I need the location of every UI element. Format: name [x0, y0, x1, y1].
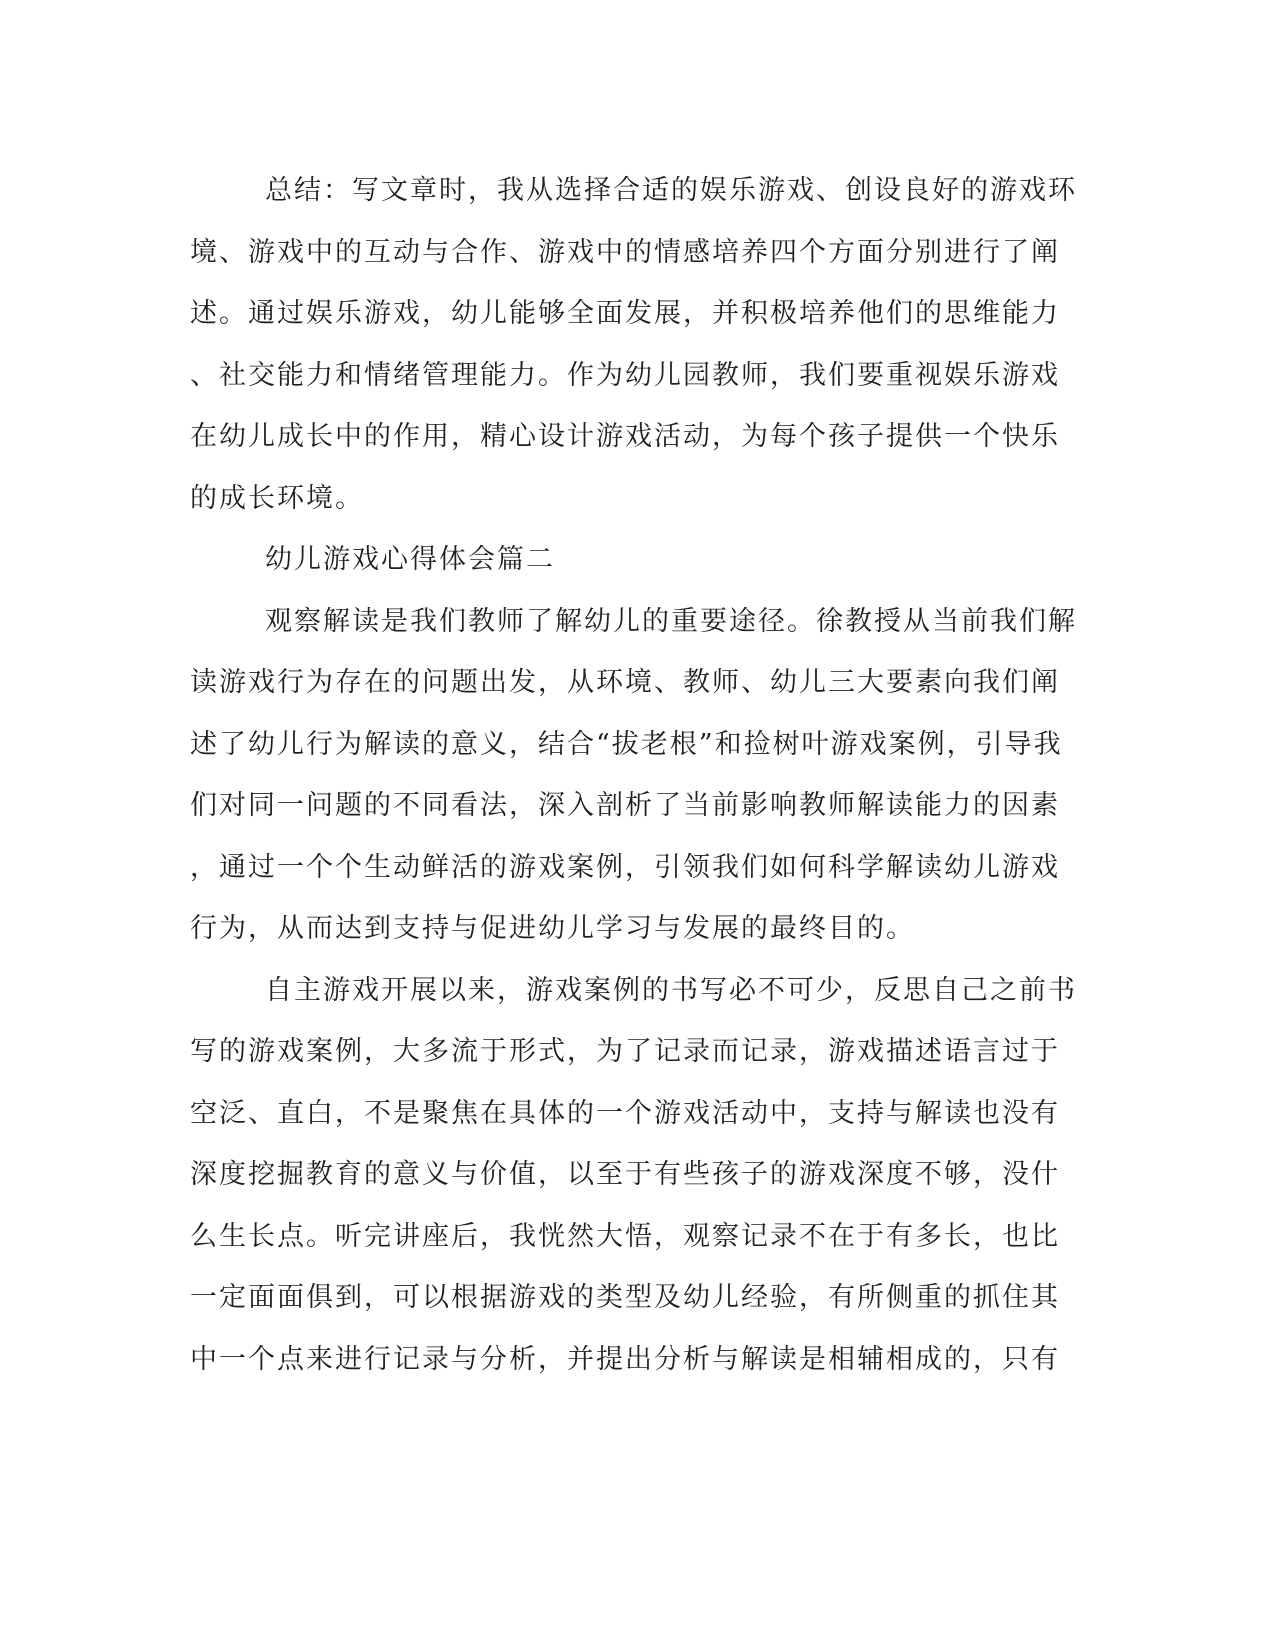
section-heading: [190, 529, 1070, 591]
text-line: 观察解读是我们教师了解幼儿的重要途径。徐教授从当前我们解: [265, 605, 1077, 637]
text-line: 的成长环境。: [190, 482, 364, 514]
text-line: 写的游戏案例，大多流于形式，为了记录而记录，游戏描述语言过于: [190, 1036, 1060, 1067]
paragraph-reflection: [190, 960, 1077, 1391]
text-line: 深度挖掘教育的意义与价值，以至于有些孩子的游戏深度不够，没什: [190, 1159, 1060, 1190]
heading-text: 幼儿游戏心得体会篇二: [265, 544, 555, 575]
text-line: 们对同一问题的不同看法，深入剖析了当前影响教师解读能力的因素: [190, 790, 1060, 821]
text-line: 境、游戏中的互动与合作、游戏中的情感培养四个方面分别进行了阐: [190, 236, 1060, 268]
text-line: 空泛、直白，不是聚焦在具体的一个游戏活动中，支持与解读也没有: [190, 1097, 1060, 1129]
text-line: 一定面面俱到，可以根据游戏的类型及幼儿经验，有所侧重的抓住其: [190, 1282, 1060, 1313]
text-line: 述。通过娱乐游戏，幼儿能够全面发展，并积极培养他们的思维能力: [190, 298, 1060, 329]
text-line: 述了幼儿行为解读的意义，结合“拔老根”和捡树叶游戏案例，引导我: [190, 728, 1063, 760]
paragraph-observation: [190, 591, 1077, 960]
text-line: 、社交能力和情绪管理能力。作为幼儿园教师，我们要重视娱乐游戏: [190, 359, 1060, 391]
text-line: 中一个点来进行记录与分析，并提出分析与解读是相辅相成的，只有: [190, 1343, 1060, 1375]
text-line: 行为，从而达到支持与促进幼儿学习与发展的最终目的。: [190, 913, 915, 944]
text-line: 在幼儿成长中的作用，精心设计游戏活动，为每个孩子提供一个快乐: [190, 421, 1060, 452]
document-body: [190, 160, 1077, 1390]
paragraph-summary: [190, 160, 1077, 529]
text-line: 读游戏行为存在的问题出发，从环境、教师、幼儿三大要素向我们阐: [190, 667, 1060, 698]
text-line: 么生长点。听完讲座后，我恍然大悟，观察记录不在于有多长，也比: [190, 1220, 1060, 1252]
text-line: ，通过一个个生动鲜活的游戏案例，引领我们如何科学解读幼儿游戏: [190, 851, 1060, 883]
text-line: 总结：写文章时，我从选择合适的娱乐游戏、创设良好的游戏环: [265, 175, 1077, 206]
text-line: 自主游戏开展以来，游戏案例的书写必不可少，反思自己之前书: [265, 974, 1077, 1006]
